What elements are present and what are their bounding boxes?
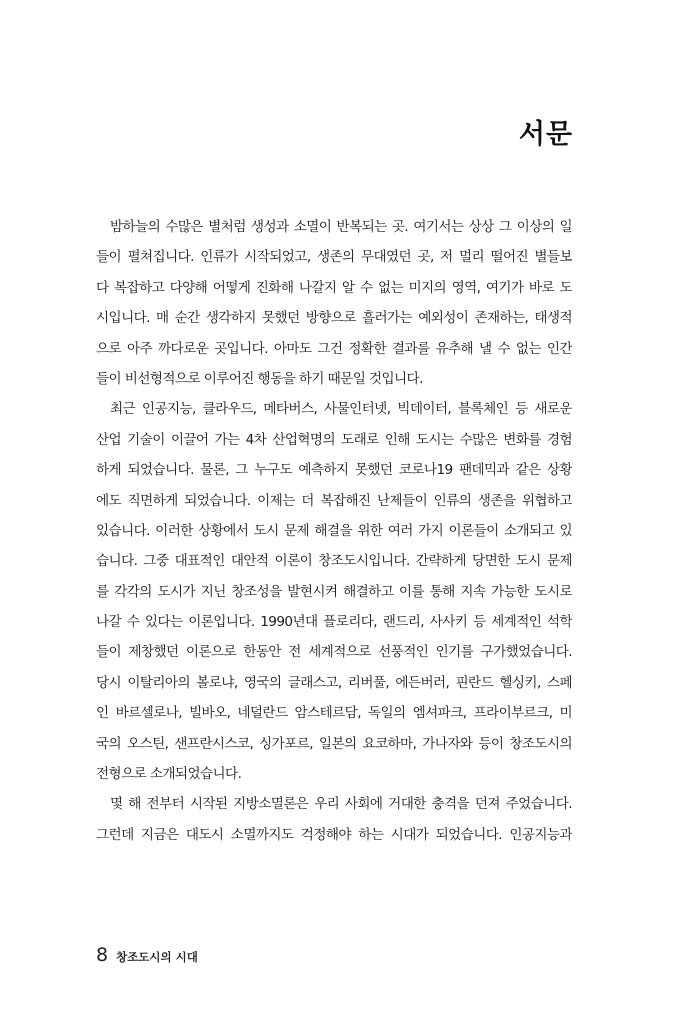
text-line: 국의 오스틴, 샌프란시스코, 싱가포르, 일본의 요코하마, 가나자와 등이 창조도시의 — [96, 735, 572, 752]
text-line: 전형으로 소개되었습니다. — [96, 766, 242, 783]
text-line: 밤하늘의 수많은 별처럼 생성과 소멸이 반복되는 곳. 여기서는 상상 그 이상의 일 — [110, 219, 572, 235]
text-line: 를 각각의 도시가 지닌 창조성을 발현시켜 해결하고 이를 통해 지속 가능한 도시로 — [96, 583, 572, 600]
text-line: 시입니다. 매 순간 생각하지 못했던 방향으로 흘러가는 예외성이 존재하는, 태생적 — [96, 310, 572, 327]
text-line: 습니다. 그중 대표적인 대안적 이론이 창조도시입니다. 간략하게 당면한 도시 문제 — [96, 553, 572, 570]
text-line: 그런데 지금은 대도시 소멸까지도 걱정해야 하는 시대가 되었습니다. 인공지능과 — [96, 826, 572, 843]
body-text — [96, 212, 572, 850]
text-line: 있습니다. 이러한 상황에서 도시 문제 해결을 위한 여러 가지 이론들이 소개되고 있 — [96, 522, 572, 539]
text-line: 에도 직면하게 되었습니다. 이제는 더 복잡해진 난제들이 인류의 생존을 위협하고 — [96, 492, 572, 509]
page-footer — [96, 944, 198, 966]
text-line: 들이 펼쳐집니다. 인류가 시작되었고, 생존의 무대였던 곳, 저 멀리 떨어진 별들보 — [96, 249, 572, 266]
text-line: 최근 인공지능, 클라우드, 메타버스, 사물인터넷, 빅데이터, 블록체인 등 새로운 — [110, 401, 572, 418]
text-line: 인 바르셀로나, 빌바오, 네덜란드 암스테르담, 독일의 엠셔파크, 프라이부르크, 미 — [96, 705, 572, 722]
text-line: 하게 되었습니다. 물론, 그 누구도 예측하지 못했던 코로나19 팬데믹과 같은 상황 — [96, 462, 572, 479]
text-line: 들이 비선형적으로 이루어진 행동을 하기 때문일 것입니다. — [96, 370, 423, 387]
text-line: 당시 이탈리아의 볼로냐, 영국의 글래스고, 리버풀, 에든버러, 핀란드 헬싱키, 스페 — [96, 674, 572, 691]
text-line: 나갈 수 있다는 이론입니다. 1990년대 플로리다, 랜드리, 사사키 등 세계적인 석학 — [96, 614, 572, 631]
page-number: 8 — [96, 944, 109, 966]
text-line: 들이 제창했던 이론으로 한동안 전 세계적으로 선풍적인 인기를 구가했었습니다. — [96, 644, 572, 661]
chapter-title: 서문 — [518, 119, 573, 150]
text-line: 몇 해 전부터 시작된 지방소멸론은 우리 사회에 거대한 충격을 던져 주었습니다. — [110, 796, 572, 813]
text-line: 다 복잡하고 다양해 어떻게 진화해 나갈지 알 수 없는 미지의 영역, 여기가 바로 도 — [96, 279, 572, 296]
running-book-title: 창조도시의 시대 — [116, 950, 198, 964]
text-line: 산업 기술이 이끌어 가는 4차 산업혁명의 도래로 인해 도시는 수많은 변화를 경험 — [96, 431, 572, 448]
text-line: 으로 아주 까다로운 곳입니다. 아마도 그건 정확한 결과를 유추해 낼 수 없는 인간 — [96, 340, 572, 357]
